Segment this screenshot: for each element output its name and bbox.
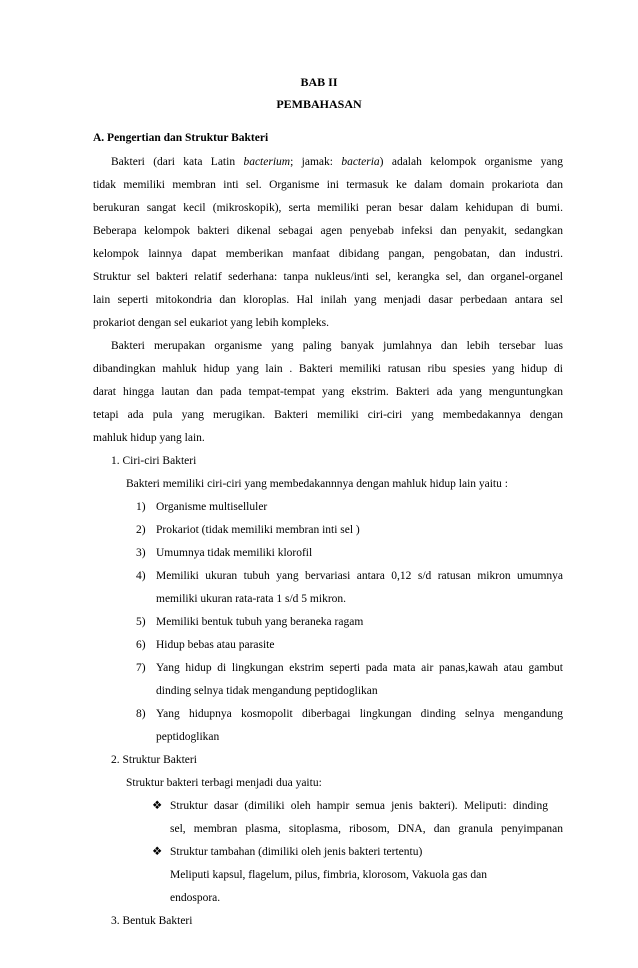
ciri-item-number: 5) <box>136 616 146 628</box>
struktur-bullet1-text: Struktur dasar (dimiliki oleh hampir semua jenis bakteri). Meliputi: dinding <box>170 800 548 812</box>
chapter-title: PEMBAHASAN <box>276 97 362 111</box>
ciri-item-text: Memiliki bentuk tubuh yang beraneka ragam <box>156 616 364 628</box>
para1-line8: prokariot dengan sel eukariot yang lebih kompleks. <box>93 317 330 329</box>
ciri-item-text: Organisme multiselluler <box>156 501 268 513</box>
para1-line2: tidak memiliki membran inti sel. Organisme ini termasuk ke dalam domain prokariota dan <box>93 179 563 191</box>
struktur-bullet2-text-cont2: endospora. <box>170 892 221 904</box>
struktur-bullet1-text-cont: sel, membran plasma, sitoplasma, ribosom, DNA, dan granula penyimpanan <box>170 823 563 835</box>
para2-line3: darat hingga lautan dan pada tempat-tempat yang ekstrim. Bakteri ada yang menguntungkan <box>93 386 563 398</box>
struktur-bullet2-text: Struktur tambahan (dimiliki oleh jenis bakteri tertentu) <box>170 846 423 858</box>
ciri-item-text: Yang hidup di lingkungan ekstrim seperti pada mata air panas,kawah atau gambut <box>156 662 563 674</box>
ciri-item-number: 8) <box>136 708 146 720</box>
struktur-title: 2. Struktur Bakteri <box>111 754 197 766</box>
ciri-item-number: 2) <box>136 524 146 536</box>
ciri-item-number: 4) <box>136 570 146 582</box>
para2-line1: Bakteri merupakan organisme yang paling banyak jumlahnya dan lebih tersebar luas <box>111 340 563 352</box>
ciri-item-text: Prokariot (tidak memiliki membran inti sel ) <box>156 524 360 536</box>
diamond-bullet-icon: ❖ <box>152 800 163 812</box>
ciri-item-number: 1) <box>136 501 146 513</box>
ciri-item-text-cont: peptidoglikan <box>156 731 220 743</box>
para2-line4: tetapi ada pula yang merugikan. Bakteri memiliki ciri-ciri yang membedakannya dengan <box>93 409 563 421</box>
ciri-item-number: 7) <box>136 662 146 674</box>
diamond-bullet-icon: ❖ <box>152 846 163 858</box>
ciri-item-text: Yang hidupnya kosmopolit diberbagai lingkungan dinding selnya mengandung <box>156 708 563 720</box>
para1-line3: berukuran sangat kecil (mikroskopik), serta memiliki peran besar dalam kehidupan di bumi. <box>93 202 563 214</box>
ciri-item-text: Umumnya tidak memiliki klorofil <box>156 547 313 559</box>
ciri-intro: Bakteri memiliki ciri-ciri yang membedakannnya dengan mahluk hidup lain yaitu : <box>126 478 508 490</box>
ciri-title: 1. Ciri-ciri Bakteri <box>111 455 197 467</box>
ciri-item-text-cont: dinding selnya tidak mengandung peptidoglikan <box>156 685 378 697</box>
section-a-title: A. Pengertian dan Struktur Bakteri <box>93 132 269 144</box>
struktur-bullet2-text-cont: Meliputi kapsul, flagelum, pilus, fimbria, klorosom, Vakuola gas dan <box>170 869 487 881</box>
para1-line6: Struktur sel bakteri relatif sederhana: tanpa nukleus/inti sel, kerangka sel, dan organel-organel <box>93 271 563 283</box>
para1-line5: kelompok lainnya dapat memberikan manfaat dibidang pangan, pengobatan, dan industri. <box>93 248 563 260</box>
ciri-item-number: 3) <box>136 547 146 559</box>
para2-line2: dibandingkan mahluk hidup yang lain . Bakteri memiliki ratusan ribu spesies yang hidup di <box>93 363 563 375</box>
para1-line7: lain seperti mitokondria dan kloroplas. Hal inilah yang menjadi dasar perbedaan antara sel <box>93 294 563 306</box>
chapter-number: BAB II <box>300 75 338 89</box>
para2-line5: mahluk hidup yang lain. <box>93 432 205 444</box>
struktur-intro: Struktur bakteri terbagi menjadi dua yaitu: <box>126 777 322 789</box>
ciri-item-text-cont: memiliki ukuran rata-rata 1 s/d 5 mikron. <box>156 593 347 605</box>
ciri-item-number: 6) <box>136 639 146 651</box>
bentuk-title: 3. Bentuk Bakteri <box>111 915 193 927</box>
ciri-item-text: Memiliki ukuran tubuh yang bervariasi antara 0,12 s/d ratusan mikron umumnya <box>156 570 563 582</box>
para1-line1: Bakteri (dari kata Latin bacterium; jamak: bacteria) adalah kelompok organisme yang <box>111 156 564 168</box>
para1-line4: Beberapa kelompok bakteri dikenal sebagai agen penyebab infeksi dan penyakit, sedangkan <box>93 225 563 237</box>
ciri-item-text: Hidup bebas atau parasite <box>156 639 275 651</box>
